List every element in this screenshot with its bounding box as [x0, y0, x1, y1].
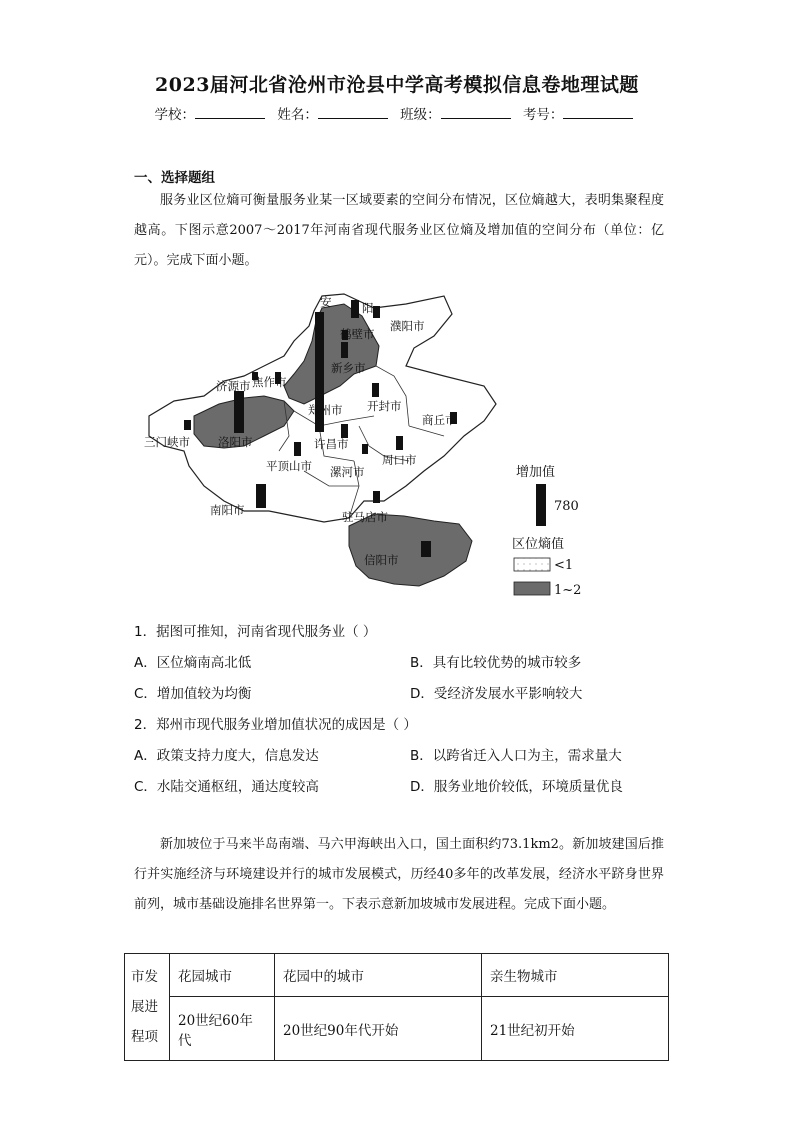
q2-option-b[interactable]: B．以跨省迁入人口为主，需求量大	[410, 748, 622, 764]
label-zhengzhou: 郑州市	[308, 403, 343, 417]
q2-option-d[interactable]: D．服务业地价较低，环境质量优良	[410, 779, 623, 795]
field-name-label: 姓名：	[277, 107, 318, 123]
field-class-label: 班级：	[400, 107, 441, 123]
q2-option-a[interactable]: A．政策支持力度大，信息发达	[134, 748, 319, 764]
table-row-header: 市发展进程项	[125, 954, 170, 1061]
legend-low-label: <1	[554, 558, 574, 573]
label-zhumadian: 驻马店市	[342, 510, 388, 524]
bar-xuchang	[341, 424, 348, 438]
label-luohe: 漯河市	[330, 465, 365, 479]
legend-value-bar	[536, 484, 546, 526]
map-region-high-xinyang	[349, 514, 472, 586]
henan-map	[144, 286, 604, 606]
label-shangqiu: 商丘市	[422, 413, 457, 427]
table-period-3: 21世纪初开始	[482, 997, 669, 1061]
field-school-label: 学校：	[154, 107, 196, 123]
table-period-1: 20世纪60年代	[170, 997, 275, 1061]
table-col-3: 亲生物城市	[482, 954, 669, 997]
field-id-label: 考号：	[522, 107, 564, 123]
table-period-2: 20世纪90年代开始	[275, 997, 482, 1061]
label-puyang: 濮阳市	[390, 319, 425, 333]
q1-option-a[interactable]: A．区位熵南高北低	[134, 655, 252, 671]
label-an: 安	[320, 295, 332, 309]
label-xuchang: 许昌市	[314, 437, 349, 451]
bar-xinxiang	[341, 342, 348, 358]
label-kaifeng: 开封市	[367, 399, 402, 413]
legend-lq-title: 区位熵值	[512, 537, 565, 552]
field-name-blank[interactable]	[318, 106, 388, 119]
bar-sanmenxia	[184, 420, 191, 430]
intro-paragraph-2: 新加坡位于马来半岛南端、马六甲海峡出入口，国土面积约73.1km2。新加坡建国后推行并实施经济与环境建设并行的城市发展模式，历经40多年的改革发展，经济水平跻身世界前列，城市基础设施排名世界第一。下表示意新加坡城市发展进程。完成下面小题。	[134, 837, 664, 912]
bar-luoyang	[234, 391, 244, 433]
bar-zhoukou	[396, 436, 403, 450]
label-hebi: 鹤壁市	[340, 327, 375, 341]
question-1-stem: 1．据图可推知，河南省现代服务业（ ）	[134, 624, 377, 640]
page-title: 2023届河北省沧州市沧县中学高考模拟信息卷地理试题	[155, 74, 639, 96]
bar-kaifeng	[372, 383, 379, 397]
label-yang: 阳	[362, 301, 374, 315]
section-heading: 一、选择题组	[134, 170, 215, 186]
q1-option-b[interactable]: B．具有比较优势的城市较多	[410, 655, 582, 671]
bar-pingdingshan	[294, 442, 301, 456]
bar-xinyang	[421, 541, 431, 557]
label-jiyuan: 济源市	[216, 379, 251, 393]
bar-anyang	[351, 300, 359, 318]
bar-luohe	[362, 444, 368, 454]
legend-value-ref: 780	[554, 499, 579, 514]
singapore-development-table	[124, 953, 669, 1061]
label-nanyang: 南阳市	[210, 503, 245, 517]
legend-value-title: 增加值	[516, 465, 556, 480]
label-xinyang: 信阳市	[364, 553, 399, 567]
q2-option-c[interactable]: C．水陆交通枢纽，通达度较高	[134, 779, 319, 795]
label-zhoukou: 周口市	[382, 453, 417, 467]
field-school-blank[interactable]	[195, 106, 265, 119]
bar-puyang	[373, 306, 380, 318]
bar-zhumadian	[373, 491, 380, 503]
field-class-blank[interactable]	[441, 106, 511, 119]
q1-option-c[interactable]: C．增加值较为均衡	[134, 686, 252, 702]
field-id-blank[interactable]	[563, 106, 633, 119]
label-xinxiang: 新乡市	[331, 361, 366, 375]
label-jiaozuo: 焦作市	[252, 375, 287, 389]
table-col-1: 花园城市	[170, 954, 275, 997]
intro-paragraph-1: 服务业区位熵可衡量服务业某一区域要素的空间分布情况，区位熵越大，表明集聚程度越高。下图示意2007～2017年河南省现代服务业区位熵及增加值的空间分布（单位：亿元）。完成下面小题。	[134, 193, 664, 268]
label-sanmenxia: 三门峡市	[144, 435, 190, 449]
label-pingdingshan: 平顶山市	[266, 459, 312, 473]
map-legend	[512, 464, 581, 598]
legend-high-swatch	[514, 582, 550, 595]
legend-high-label: 1~2	[554, 583, 582, 598]
q1-option-d[interactable]: D．受经济发展水平影响较大	[410, 686, 583, 702]
table-col-2: 花园中的城市	[275, 954, 482, 997]
student-info-line	[0, 103, 794, 123]
question-2-stem: 2．郑州市现代服务业增加值状况的成因是（ ）	[134, 717, 417, 733]
legend-low-swatch	[514, 558, 550, 571]
label-luoyang: 洛阳市	[218, 435, 253, 449]
bar-nanyang	[256, 484, 266, 508]
